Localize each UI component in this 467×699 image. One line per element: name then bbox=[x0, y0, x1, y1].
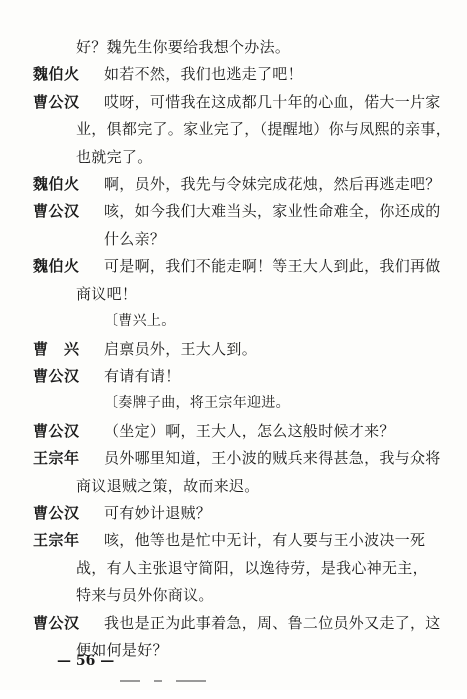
speaker-name: 魏伯火 bbox=[33, 175, 80, 194]
script-line: 便如何是好？ bbox=[76, 641, 168, 659]
speaker-name: 曹公汉 bbox=[33, 202, 80, 221]
speaker-name: 魏伯火 bbox=[33, 257, 80, 276]
script-line: 咳，他等也是忙中无计，有人要与王小波决一死 bbox=[104, 531, 426, 550]
script-line: 可是啊，我们不能走啊！等王大人到此，我们再做 bbox=[104, 257, 441, 276]
scan-artifact bbox=[120, 680, 320, 684]
speaker-name: 魏伯火 bbox=[33, 65, 80, 84]
script-line: 啊，员外，我先与令妹完成花烛，然后再逃走吧？ bbox=[104, 175, 441, 194]
script-line: 商议退贼之策，故而来迟。 bbox=[76, 476, 260, 495]
script-line: 特来与员外你商议。 bbox=[76, 586, 214, 605]
script-line: 我也是正为此事着急，周、鲁二位员外又走了，这 bbox=[104, 613, 441, 632]
speaker-name: 曹公汉 bbox=[33, 503, 80, 522]
stage-direction: 〔曹兴上。 bbox=[104, 313, 176, 330]
script-line: 启禀员外，王大人到。 bbox=[104, 339, 258, 358]
script-line: 可有妙计退贼？ bbox=[104, 503, 212, 522]
speaker-name: 曹公汉 bbox=[33, 421, 80, 440]
speaker-name: 曹公汉 bbox=[33, 92, 80, 111]
script-line: 好？魏先生你要给我想个办法。 bbox=[76, 38, 291, 56]
script-line: （坐定）啊，王大人，怎么这般时候才来？ bbox=[104, 421, 395, 440]
script-line: 员外哪里知道，王小波的贼兵来得甚急，我与众将 bbox=[104, 449, 441, 468]
script-line: 哎呀，可惜我在这成都几十年的心血，偌大一片家 bbox=[104, 92, 441, 111]
speaker-name: 王宗年 bbox=[33, 531, 80, 550]
script-line: 什么亲？ bbox=[104, 229, 166, 248]
page-number: — 56 — bbox=[57, 653, 115, 669]
script-line: 战，有人主张退守简阳，以逸待劳，是我心神无主， bbox=[76, 558, 428, 577]
script-line: 有请有请！ bbox=[104, 366, 181, 385]
speaker-name: 曹公汉 bbox=[33, 613, 80, 632]
stage-direction: 〔奏牌子曲，将王宗年迎进。 bbox=[104, 395, 290, 412]
script-line: 咳，如今我们大难当头，家业性命难全，你还成的 bbox=[104, 202, 441, 221]
script-line: 如若不然，我们也逃走了吧！ bbox=[104, 65, 303, 84]
speaker-name: 曹 兴 bbox=[33, 339, 80, 358]
speaker-name: 王宗年 bbox=[33, 449, 80, 468]
script-line: 商议吧！ bbox=[76, 284, 138, 303]
script-line: 也就完了。 bbox=[76, 147, 153, 166]
speaker-name: 曹公汉 bbox=[33, 366, 80, 385]
script-line: 业，俱都完了。家业完了，（提醒地）你与凤熙的亲事， bbox=[76, 120, 452, 139]
